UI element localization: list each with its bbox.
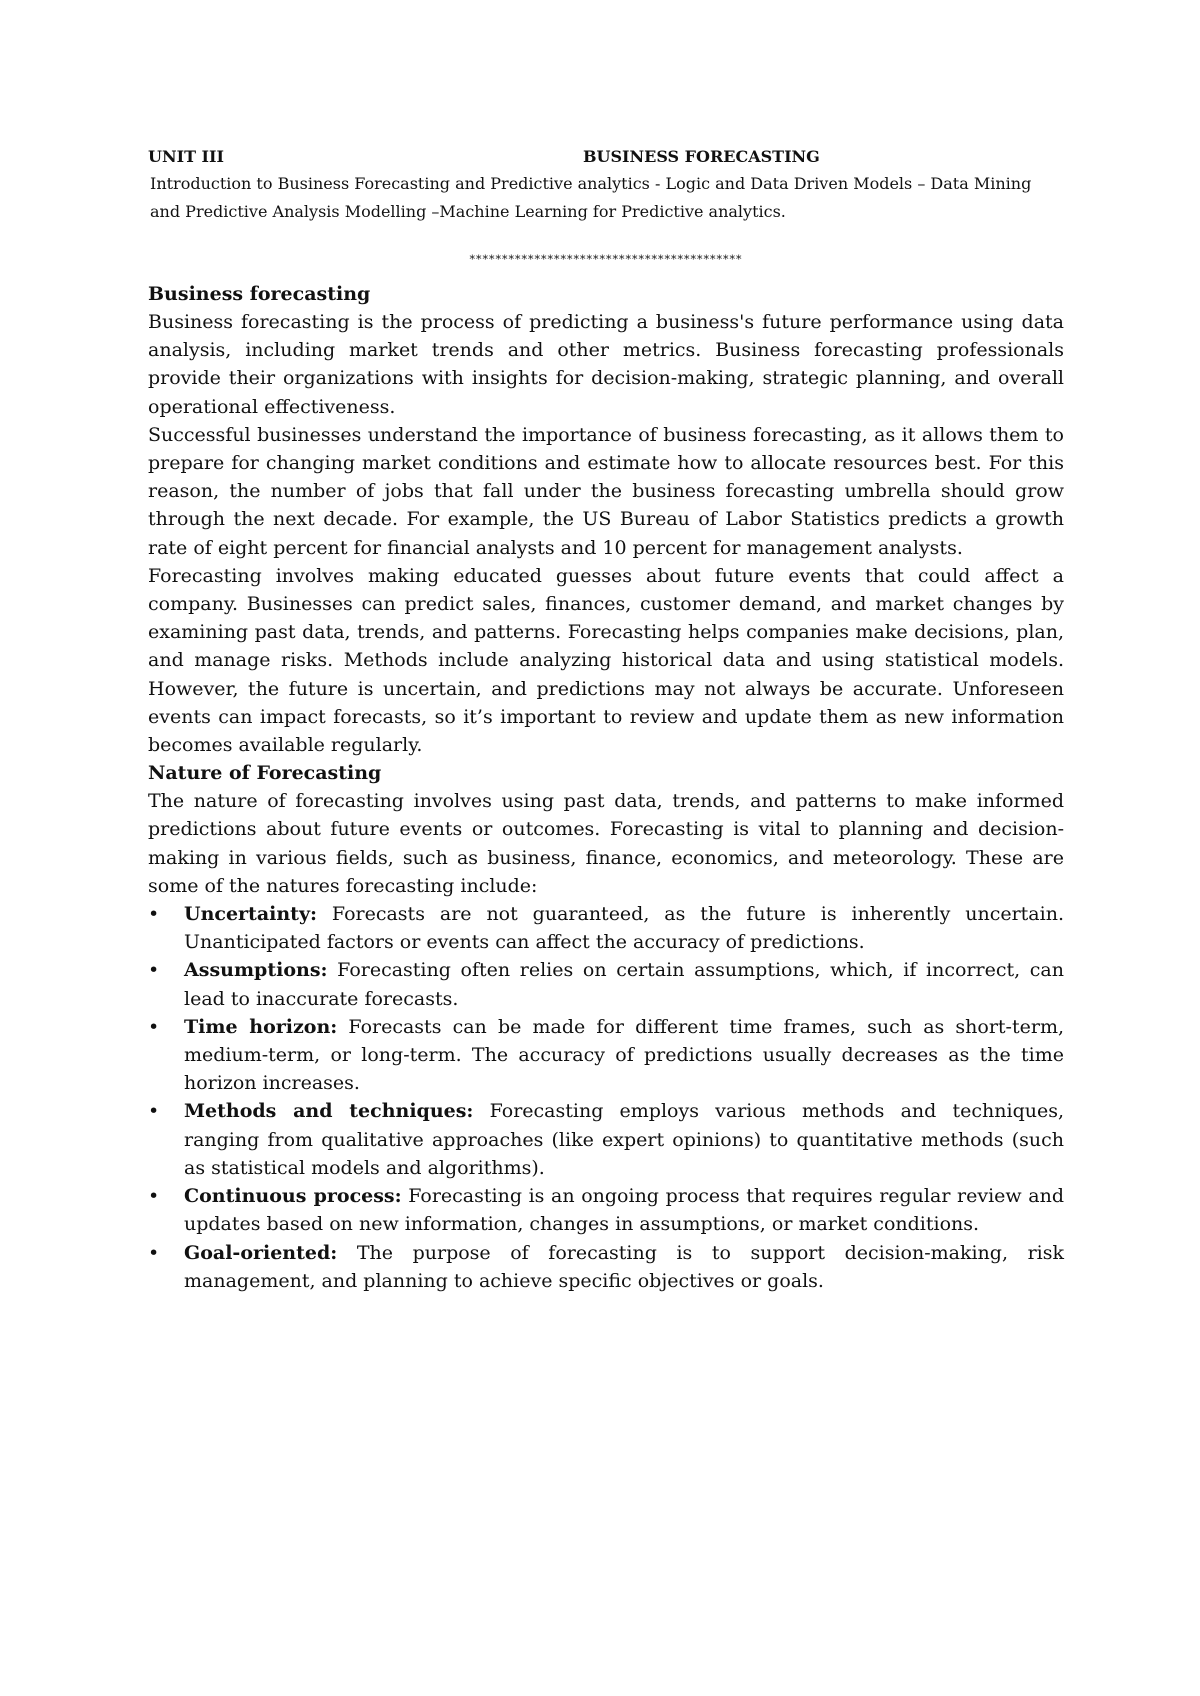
list-item xyxy=(148,956,1064,1012)
bullet-icon: • xyxy=(148,1185,160,1208)
bullet-term: Uncertainty: xyxy=(184,903,317,926)
bullet-term: Continuous process: xyxy=(184,1185,402,1208)
bullet-icon: • xyxy=(148,903,160,926)
section-heading-business-forecasting: Business forecasting xyxy=(148,283,371,305)
nature-bullet-list xyxy=(148,900,1064,1295)
list-item xyxy=(148,1097,1064,1182)
unit-title: BUSINESS FORECASTING xyxy=(583,147,820,166)
syllabus-text: Introduction to Business Forecasting and Predictive analytics - Logic and Data Driven Models – Data Mining and Predictive Analysis Modelling –Machine Learning for Predictive analytics. xyxy=(150,174,1032,221)
list-item xyxy=(148,900,1064,956)
bullet-text: Forecasting is an ongoing process that requires regular review and updates based on new information, changes in assumptions, or market conditions. xyxy=(184,1185,1065,1236)
bullet-term: Goal-oriented: xyxy=(184,1241,338,1264)
list-item xyxy=(148,1182,1064,1238)
unit-label: UNIT III xyxy=(148,147,224,166)
unit-header xyxy=(148,146,1064,168)
bullet-icon: • xyxy=(148,1100,160,1123)
document-page xyxy=(148,146,1064,1295)
list-item xyxy=(148,1239,1064,1295)
bullet-term: Time horizon: xyxy=(184,1015,338,1038)
list-item xyxy=(148,1013,1064,1098)
bullet-icon: • xyxy=(148,959,160,982)
asterisk-divider: ****************************************** xyxy=(469,253,743,266)
section-heading-nature-of-forecasting: Nature of Forecasting xyxy=(148,762,382,785)
bullet-term: Methods and techniques: xyxy=(184,1100,474,1123)
bullet-text: Forecasts can be made for different time frames, such as short-term, medium-term, or long-term. The accuracy of predictions usually decreases as the time horizon increases. xyxy=(184,1015,1064,1095)
bullet-text: The purpose of forecasting is to support decision-making, risk management, and planning to achieve specific objectives or goals. xyxy=(184,1241,1064,1292)
bullet-term: Assumptions: xyxy=(184,959,328,982)
paragraph: Business forecasting is the process of predicting a business's future performance using data analysis, including market trends and other metrics. Business forecasting professionals provide their organizations with insights for decision-making, strategic planning, and overall operational effectiveness. xyxy=(148,311,1064,418)
bullet-text: Forecasts are not guaranteed, as the future is inherently uncertain. Unanticipated factors or events can affect the accuracy of predictions. xyxy=(184,903,1064,954)
paragraph: Successful businesses understand the importance of business forecasting, as it allows them to prepare for changing market conditions and estimate how to allocate resources best. For this reason, the number of jobs that fall under the business forecasting umbrella should grow through the next decade. For example, the US Bureau of Labor Statistics predicts a growth rate of eight percent for financial analysts and 10 percent for management analysts. xyxy=(148,423,1064,559)
bullet-icon: • xyxy=(148,1015,160,1038)
bullet-text: Forecasting often relies on certain assumptions, which, if incorrect, can lead to inaccurate forecasts. xyxy=(184,959,1064,1010)
paragraph: The nature of forecasting involves using past data, trends, and patterns to make informed predictions about future events or outcomes. Forecasting is vital to planning and decision-making in various fields, such as business, finance, economics, and meteorology. These are some of the natures forecasting include: xyxy=(148,790,1064,897)
paragraph: Forecasting involves making educated guesses about future events that could affect a company. Businesses can predict sales, finances, customer demand, and market changes by examining past data, trends, and patterns. Forecasting helps companies make decisions, plan, and manage risks. Methods include analyzing historical data and using statistical models. However, the future is uncertain, and predictions may not always be accurate. Unforeseen events can impact forecasts, so it’s important to review and update them as new information becomes available regularly. xyxy=(148,564,1064,757)
bullet-text: Forecasting employs various methods and techniques, ranging from qualitative approaches (like expert opinions) to quantitative methods (such as statistical models and algorithms). xyxy=(184,1100,1065,1179)
bullet-icon: • xyxy=(148,1241,160,1264)
